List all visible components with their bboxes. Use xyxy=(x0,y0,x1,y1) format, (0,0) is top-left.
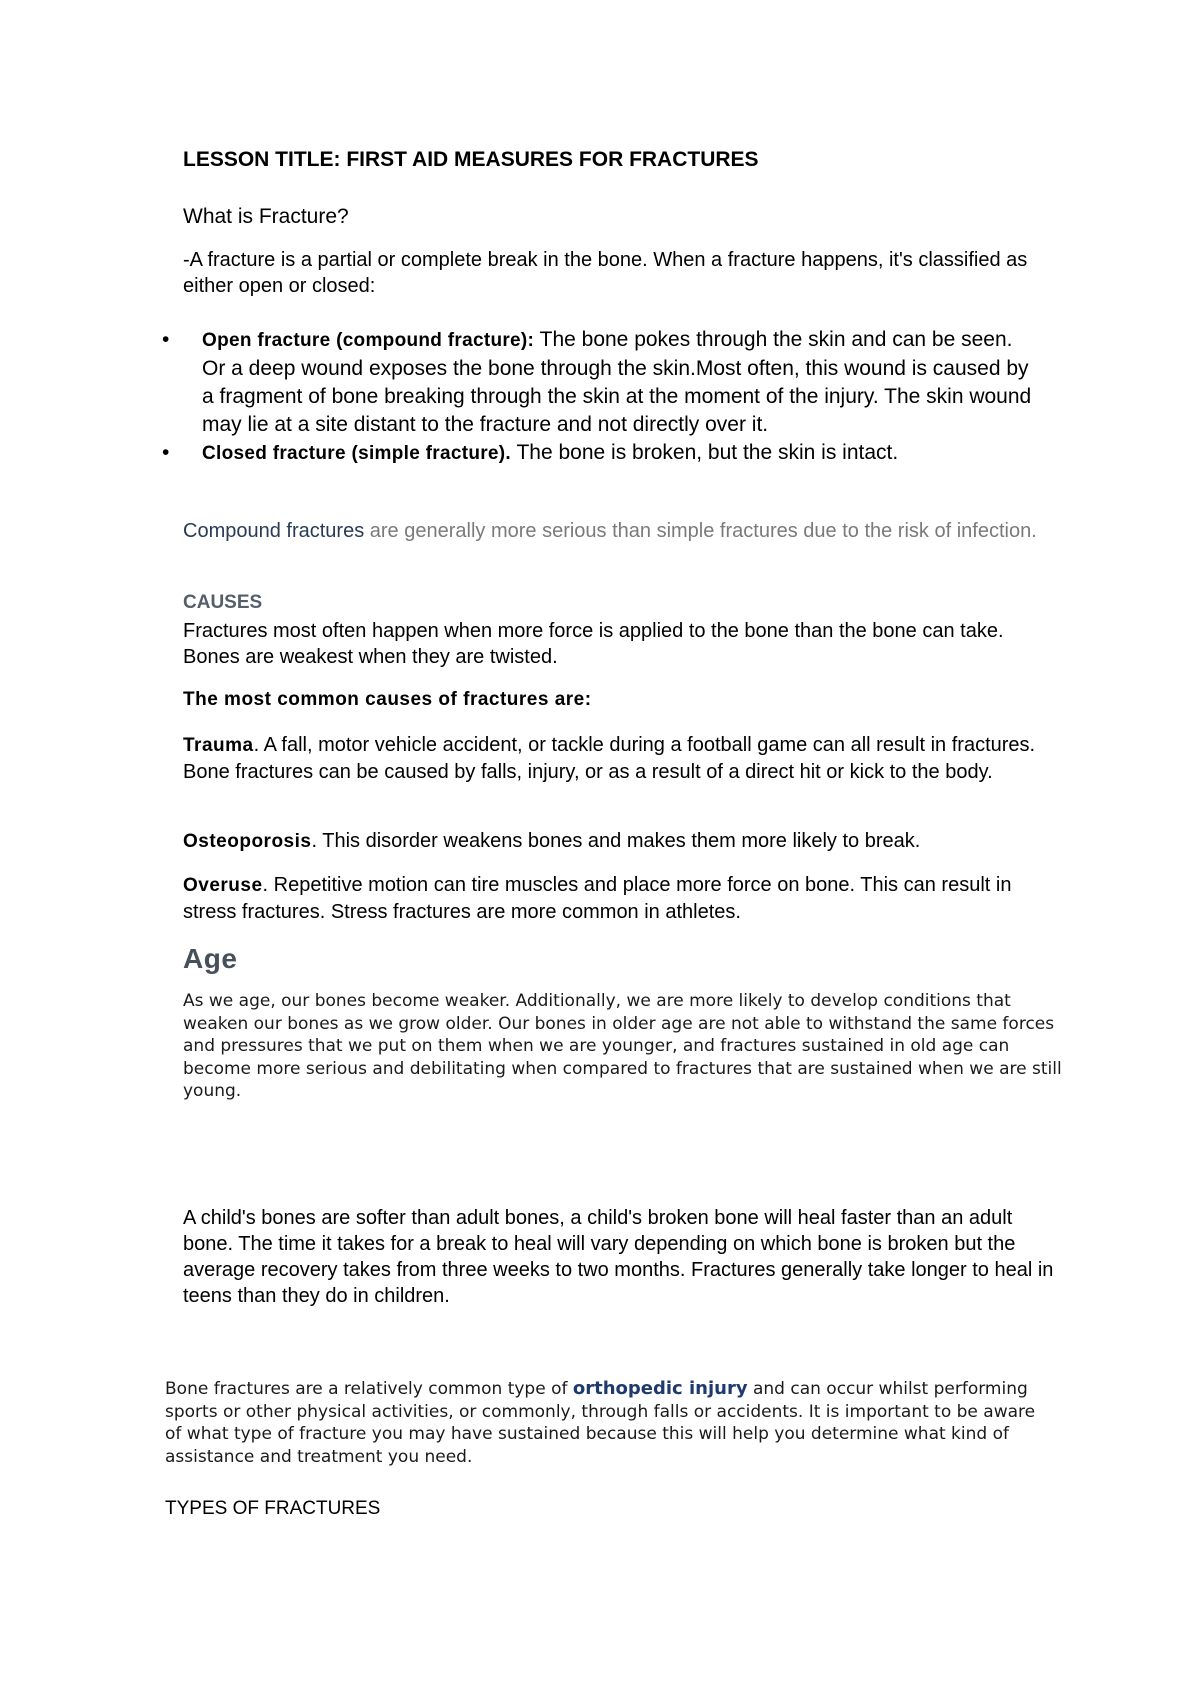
common-causes-heading: The most common causes of fractures are: xyxy=(183,689,592,710)
open-fracture-description: The bone pokes through the skin and can be seen. Or a deep wound exposes the bone through the skin.Most often, this wound is caused by a fragment of bone breaking through the skin at the moment of the injury. The skin wound may lie at a site distant to the fracture and not directly over it. xyxy=(202,328,1032,436)
overuse-description: . Repetitive motion can tire muscles and place more force on bone. This can result in stress fractures. Stress fractures are more common in athletes. xyxy=(183,874,1012,923)
closed-fracture-term: Closed fracture (simple fracture). xyxy=(202,443,512,464)
bullet-icon: • xyxy=(162,441,170,464)
closed-fracture-description: The bone is broken, but the skin is intact. xyxy=(511,441,899,464)
fracture-type-list xyxy=(160,326,1040,468)
bone-fractures-text-after: and can occur whilst performing sports or other physical activities, or commonly, through falls or accidents. It is important to be aware of what type of fracture you may have sustained because this will help you determine what kind of assistance and treatment you need. xyxy=(165,1379,1036,1467)
lesson-title: LESSON TITLE: FIRST AID MEASURES FOR FRACTURES xyxy=(183,148,759,171)
list-item-open-fracture xyxy=(160,326,1040,439)
compound-fractures-link[interactable]: Compound fractures xyxy=(183,520,365,542)
orthopedic-injury-link[interactable]: orthopedic injury xyxy=(572,1378,748,1399)
bone-fractures-paragraph xyxy=(165,1378,1045,1468)
bone-fractures-text-before: Bone fractures are a relatively common type of xyxy=(165,1379,573,1399)
fracture-definition: -A fracture is a partial or complete break in the bone. When a fracture happens, it's classified as either open or closed: xyxy=(183,249,1028,297)
types-of-fractures-heading: TYPES OF FRACTURES xyxy=(165,1498,381,1519)
osteoporosis-term: Osteoporosis xyxy=(183,831,312,852)
what-is-fracture-heading: What is Fracture? xyxy=(183,205,349,228)
overuse-term: Overuse xyxy=(183,875,263,896)
age-heading: Age xyxy=(183,943,238,974)
cause-trauma xyxy=(183,732,1053,785)
list-item-closed-fracture xyxy=(160,439,1040,468)
age-description: As we age, our bones become weaker. Additionally, we are more likely to develop conditions that weaken our bones as we grow older. Our bones in older age are not able to withstand the same forces and pressures that we put on them when we are younger, and fractures sustained in old age can become more serious and debilitating when compared to fractures that are sustained when we are still young. xyxy=(183,991,1062,1101)
compound-fracture-note xyxy=(183,519,1043,544)
cause-osteoporosis xyxy=(183,828,1053,855)
bullet-icon: • xyxy=(162,328,170,351)
compound-fracture-note-text: are generally more serious than simple fractures due to the risk of infection. xyxy=(364,520,1037,542)
child-bones-paragraph: A child's bones are softer than adult bones, a child's broken bone will heal faster than an adult bone. The time it takes for a break to heal will vary depending on which bone is broken but the average recovery takes from three weeks to two months. Fractures generally take longer to heal in teens than they do in children. xyxy=(183,1207,1054,1307)
causes-description: Fractures most often happen when more force is applied to the bone than the bone can take. Bones are weakest when they are twisted. xyxy=(183,620,1004,668)
causes-heading: CAUSES xyxy=(183,592,263,613)
osteoporosis-description: . This disorder weakens bones and makes them more likely to break. xyxy=(311,830,921,852)
cause-overuse xyxy=(183,872,1053,925)
trauma-term: Trauma xyxy=(183,735,254,756)
open-fracture-term: Open fracture (compound fracture): xyxy=(202,330,535,351)
trauma-description: . A fall, motor vehicle accident, or tackle during a football game can all result in fractures. Bone fractures can be caused by falls, injury, or as a result of a direct hit or kick to the body. xyxy=(183,734,1036,783)
